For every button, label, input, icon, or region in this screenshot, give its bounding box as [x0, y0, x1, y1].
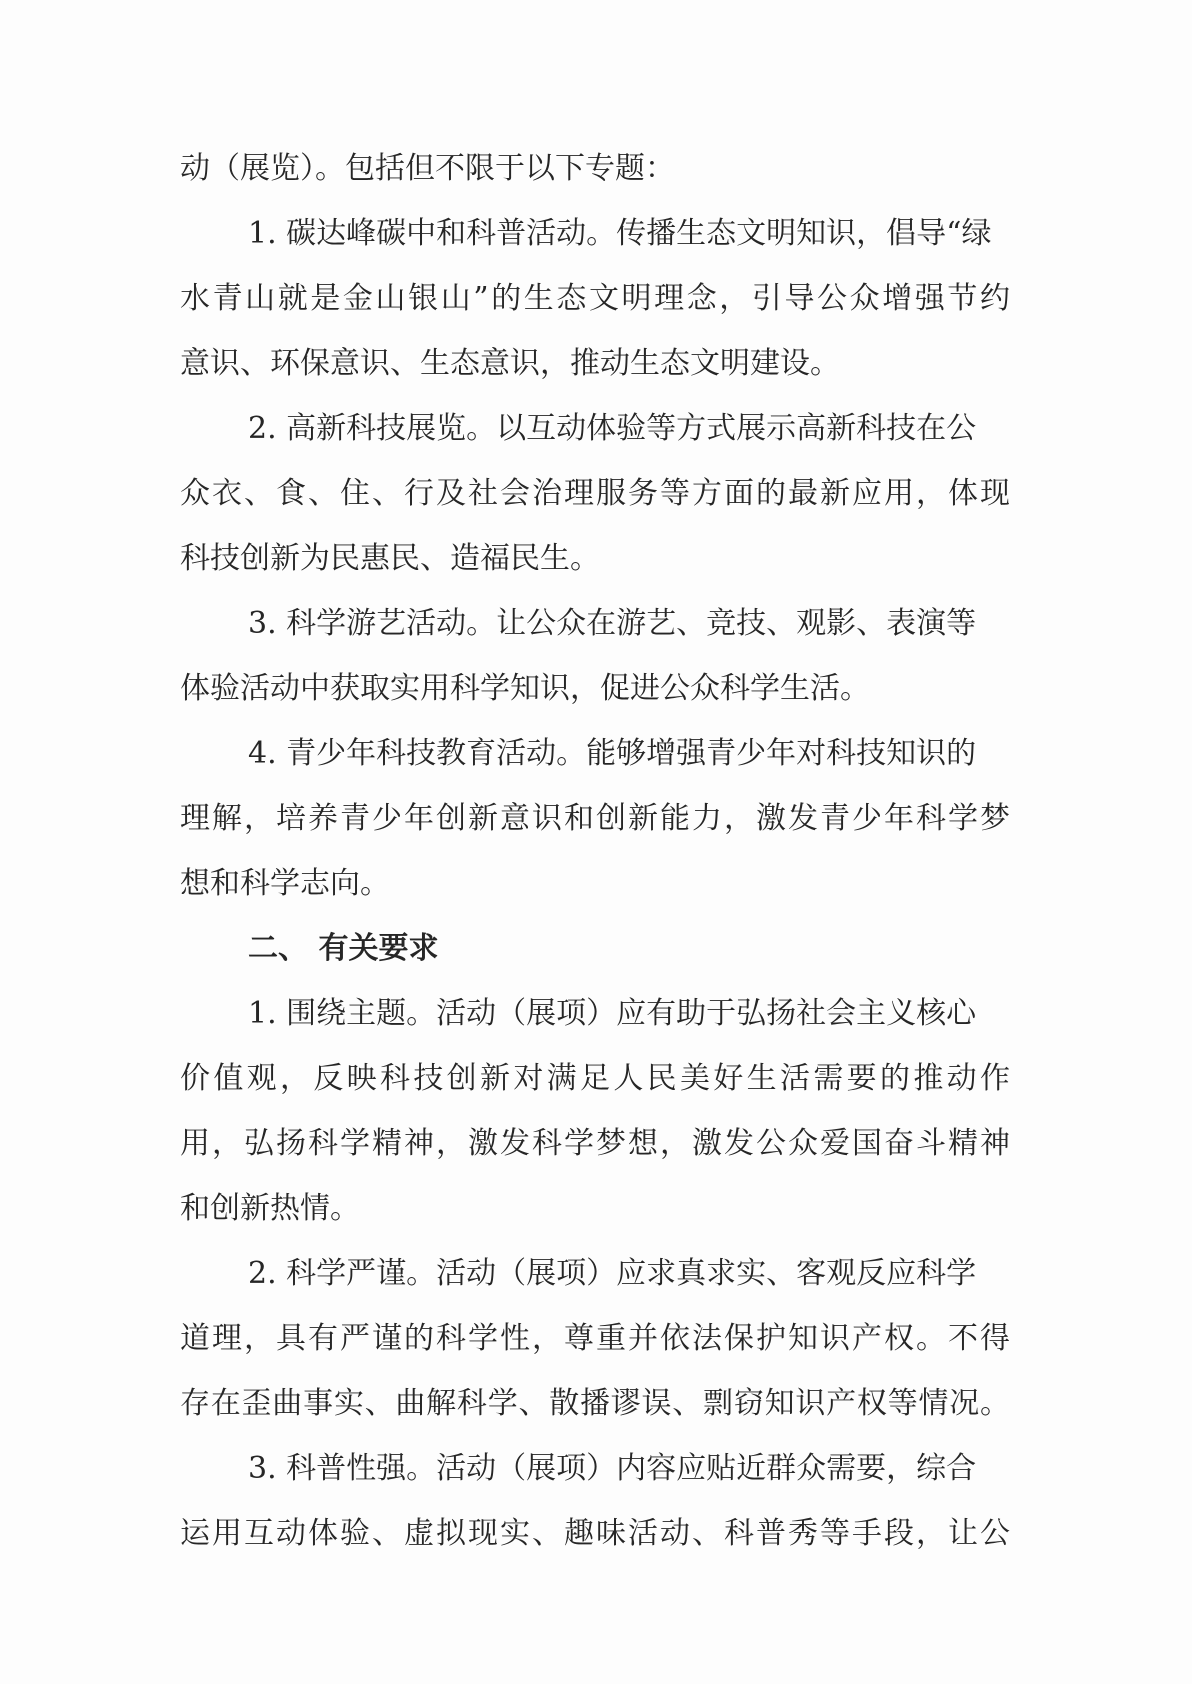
- list-item-youth-education: 4. 青少年科技教育活动。能够增强青少年对科技知识的: [248, 736, 977, 771]
- list-item-popular-science: 3. 科普性强。活动（展项）内容应贴近群众需要，综合: [248, 1451, 977, 1486]
- list-item-theme: 1. 围绕主题。活动（展项）应有助于弘扬社会主义核心: [248, 996, 977, 1031]
- text-line: 用，弘扬科学精神，激发科学梦想，激发公众爱国奋斗精神: [180, 1126, 1010, 1161]
- text-line: 动（展览）。包括但不限于以下专题：: [180, 151, 675, 186]
- list-item-science-games: 3. 科学游艺活动。让公众在游艺、竞技、观影、表演等: [248, 606, 977, 641]
- text-line: 体验活动中获取实用科学知识，促进公众科学生活。: [180, 671, 870, 706]
- text-line: 和创新热情。: [180, 1191, 360, 1226]
- list-item-scientific-rigor: 2. 科学严谨。活动（展项）应求真求实、客观反应科学: [248, 1256, 977, 1291]
- text-line: 想和科学志向。: [180, 866, 390, 901]
- text-line: 存在歪曲事实、曲解科学、散播谬误、剽窃知识产权等情况。: [180, 1386, 1010, 1421]
- text-line: 意识、环保意识、生态意识，推动生态文明建设。: [180, 346, 840, 381]
- text-line: 运用互动体验、虚拟现实、趣味活动、科普秀等手段，让公: [180, 1516, 1010, 1551]
- list-item-hightech-exhibition: 2. 高新科技展览。以互动体验等方式展示高新科技在公: [248, 411, 977, 446]
- list-item-carbon-neutral: 1. 碳达峰碳中和科普活动。传播生态文明知识，倡导“绿: [248, 216, 992, 251]
- text-line: 价值观，反映科技创新对满足人民美好生活需要的推动作: [180, 1061, 1010, 1096]
- text-line: 道理，具有严谨的科学性，尊重并依法保护知识产权。不得: [180, 1321, 1010, 1356]
- text-line: 水青山就是金山银山”的生态文明理念，引导公众增强节约: [180, 281, 1010, 316]
- text-line: 科技创新为民惠民、造福民生。: [180, 541, 600, 576]
- document-body: [180, 151, 1010, 1581]
- text-line: 众衣、食、住、行及社会治理服务等方面的最新应用，体现: [180, 476, 1010, 511]
- text-line: 理解，培养青少年创新意识和创新能力，激发青少年科学梦: [180, 801, 1010, 836]
- section-heading-requirements: 二、 有关要求: [248, 931, 439, 966]
